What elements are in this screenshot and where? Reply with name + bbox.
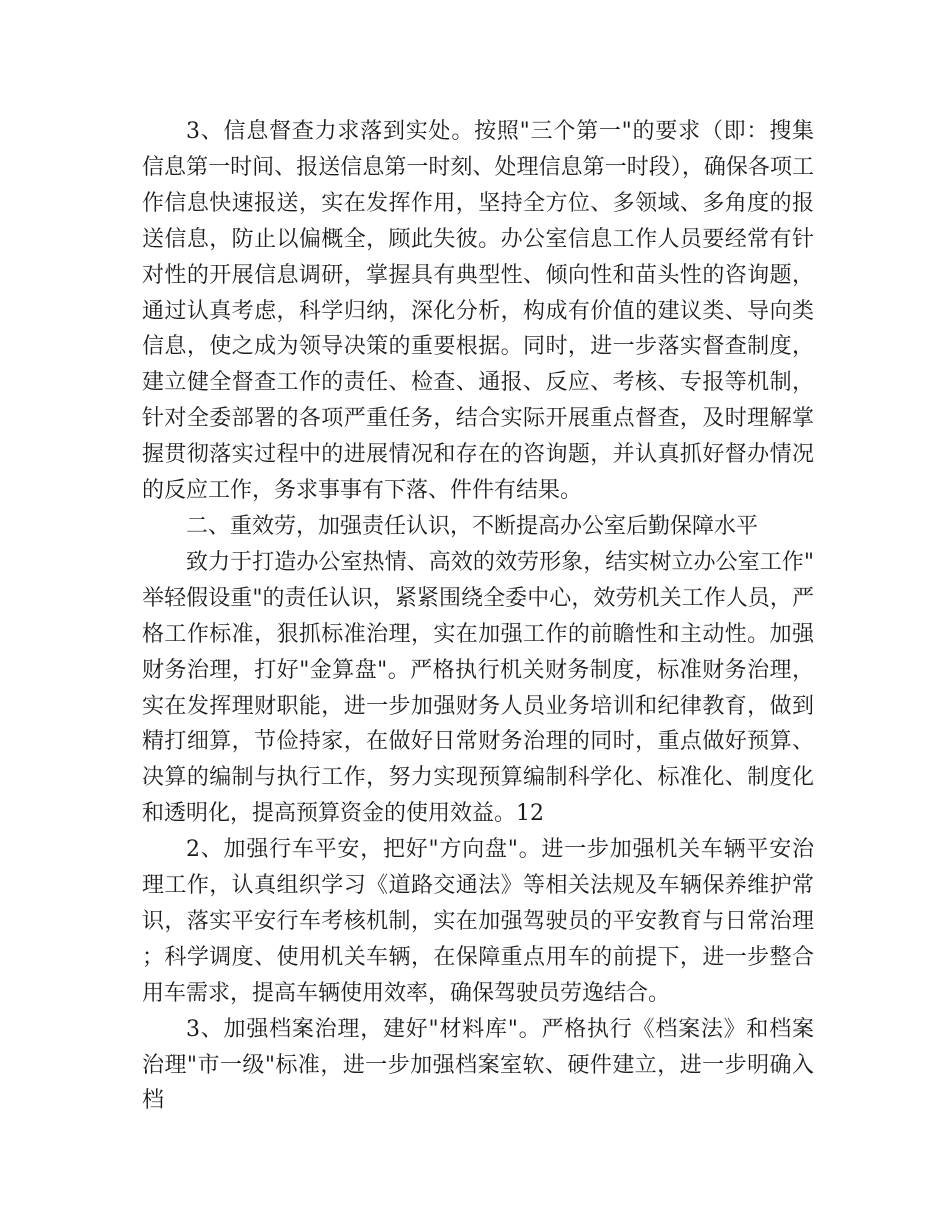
paragraph-vehicle-safety: 2、加强行车平安，把好"方向盘"。进一步加强机关车辆平安治理工作，认真组织学习《道路交通法》等相关法规及车辆保养维护常识，落实平安行车考核机制，实在加强驾驶员的平安教育与日常治理；科学调度、使用机关车辆，在保障重点用车的前提下，进一步整合用车需求，提高车辆使用效率，确保驾驶员劳逸结合。 [142,837,814,1006]
section-heading-logistics: 二、重效劳，加强责任认识，不断提高办公室后勤保障水平 [186,513,759,539]
paragraph-archive-management: 3、加强档案治理，建好"材料库"。严格执行《档案法》和档案治理"市一级"标准，进一步加强档案室软、硬件建立，进一步明确入档 [142,1016,814,1114]
paragraph-info-supervision: 3、信息督查力求落到实处。按照"三个第一"的要求（即：搜集信息第一时间、报送信息第一时刻、处理信息第一时段），确保各项工作信息快速报送，实在发挥作用，坚持全方位、多领域、多角度的报送信息，防止以偏概全，顾此失彼。办公室信息工作人员要经常有针对性的开展信息调研，掌握具有典型性、倾向性和苗头性的咨询题，通过认真考虑，科学归纳，深化分析，构成有价值的建议类、导向类信息，使之成为领导决策的重要根据。同时，进一步落实督查制度，建立健全督查工作的责任、检查、通报、反应、考核、专报等机制，针对全委部署的各项严重任务，结合实际开展重点督查，及时理解掌握贯彻落实过程中的进展情况和存在的咨询题，并认真抓好督办情况的反应工作，务求事事有下落、件件有结果。 [142,119,814,504]
document-body [142,114,814,1119]
paragraph-service-finance: 致力于打造办公室热情、高效的效劳形象，结实树立办公室工作"举轻假设重"的责任认识，紧紧围绕全委中心，效劳机关工作人员，严格工作标准，狠抓标准治理，实在加强工作的前瞻性和主动性。加强财务治理，打好"金算盘"。严格执行机关财务制度，标准财务治理，实在发挥理财职能，进一步加强财务人员业务培训和纪律教育，做到精打细算，节俭持家，在做好日常财务治理的同时，重点做好预算、决算的编制与执行工作，努力实现预算编制科学化、标准化、制度化和透明化，提高预算资金的使用效益。12 [142,549,814,827]
